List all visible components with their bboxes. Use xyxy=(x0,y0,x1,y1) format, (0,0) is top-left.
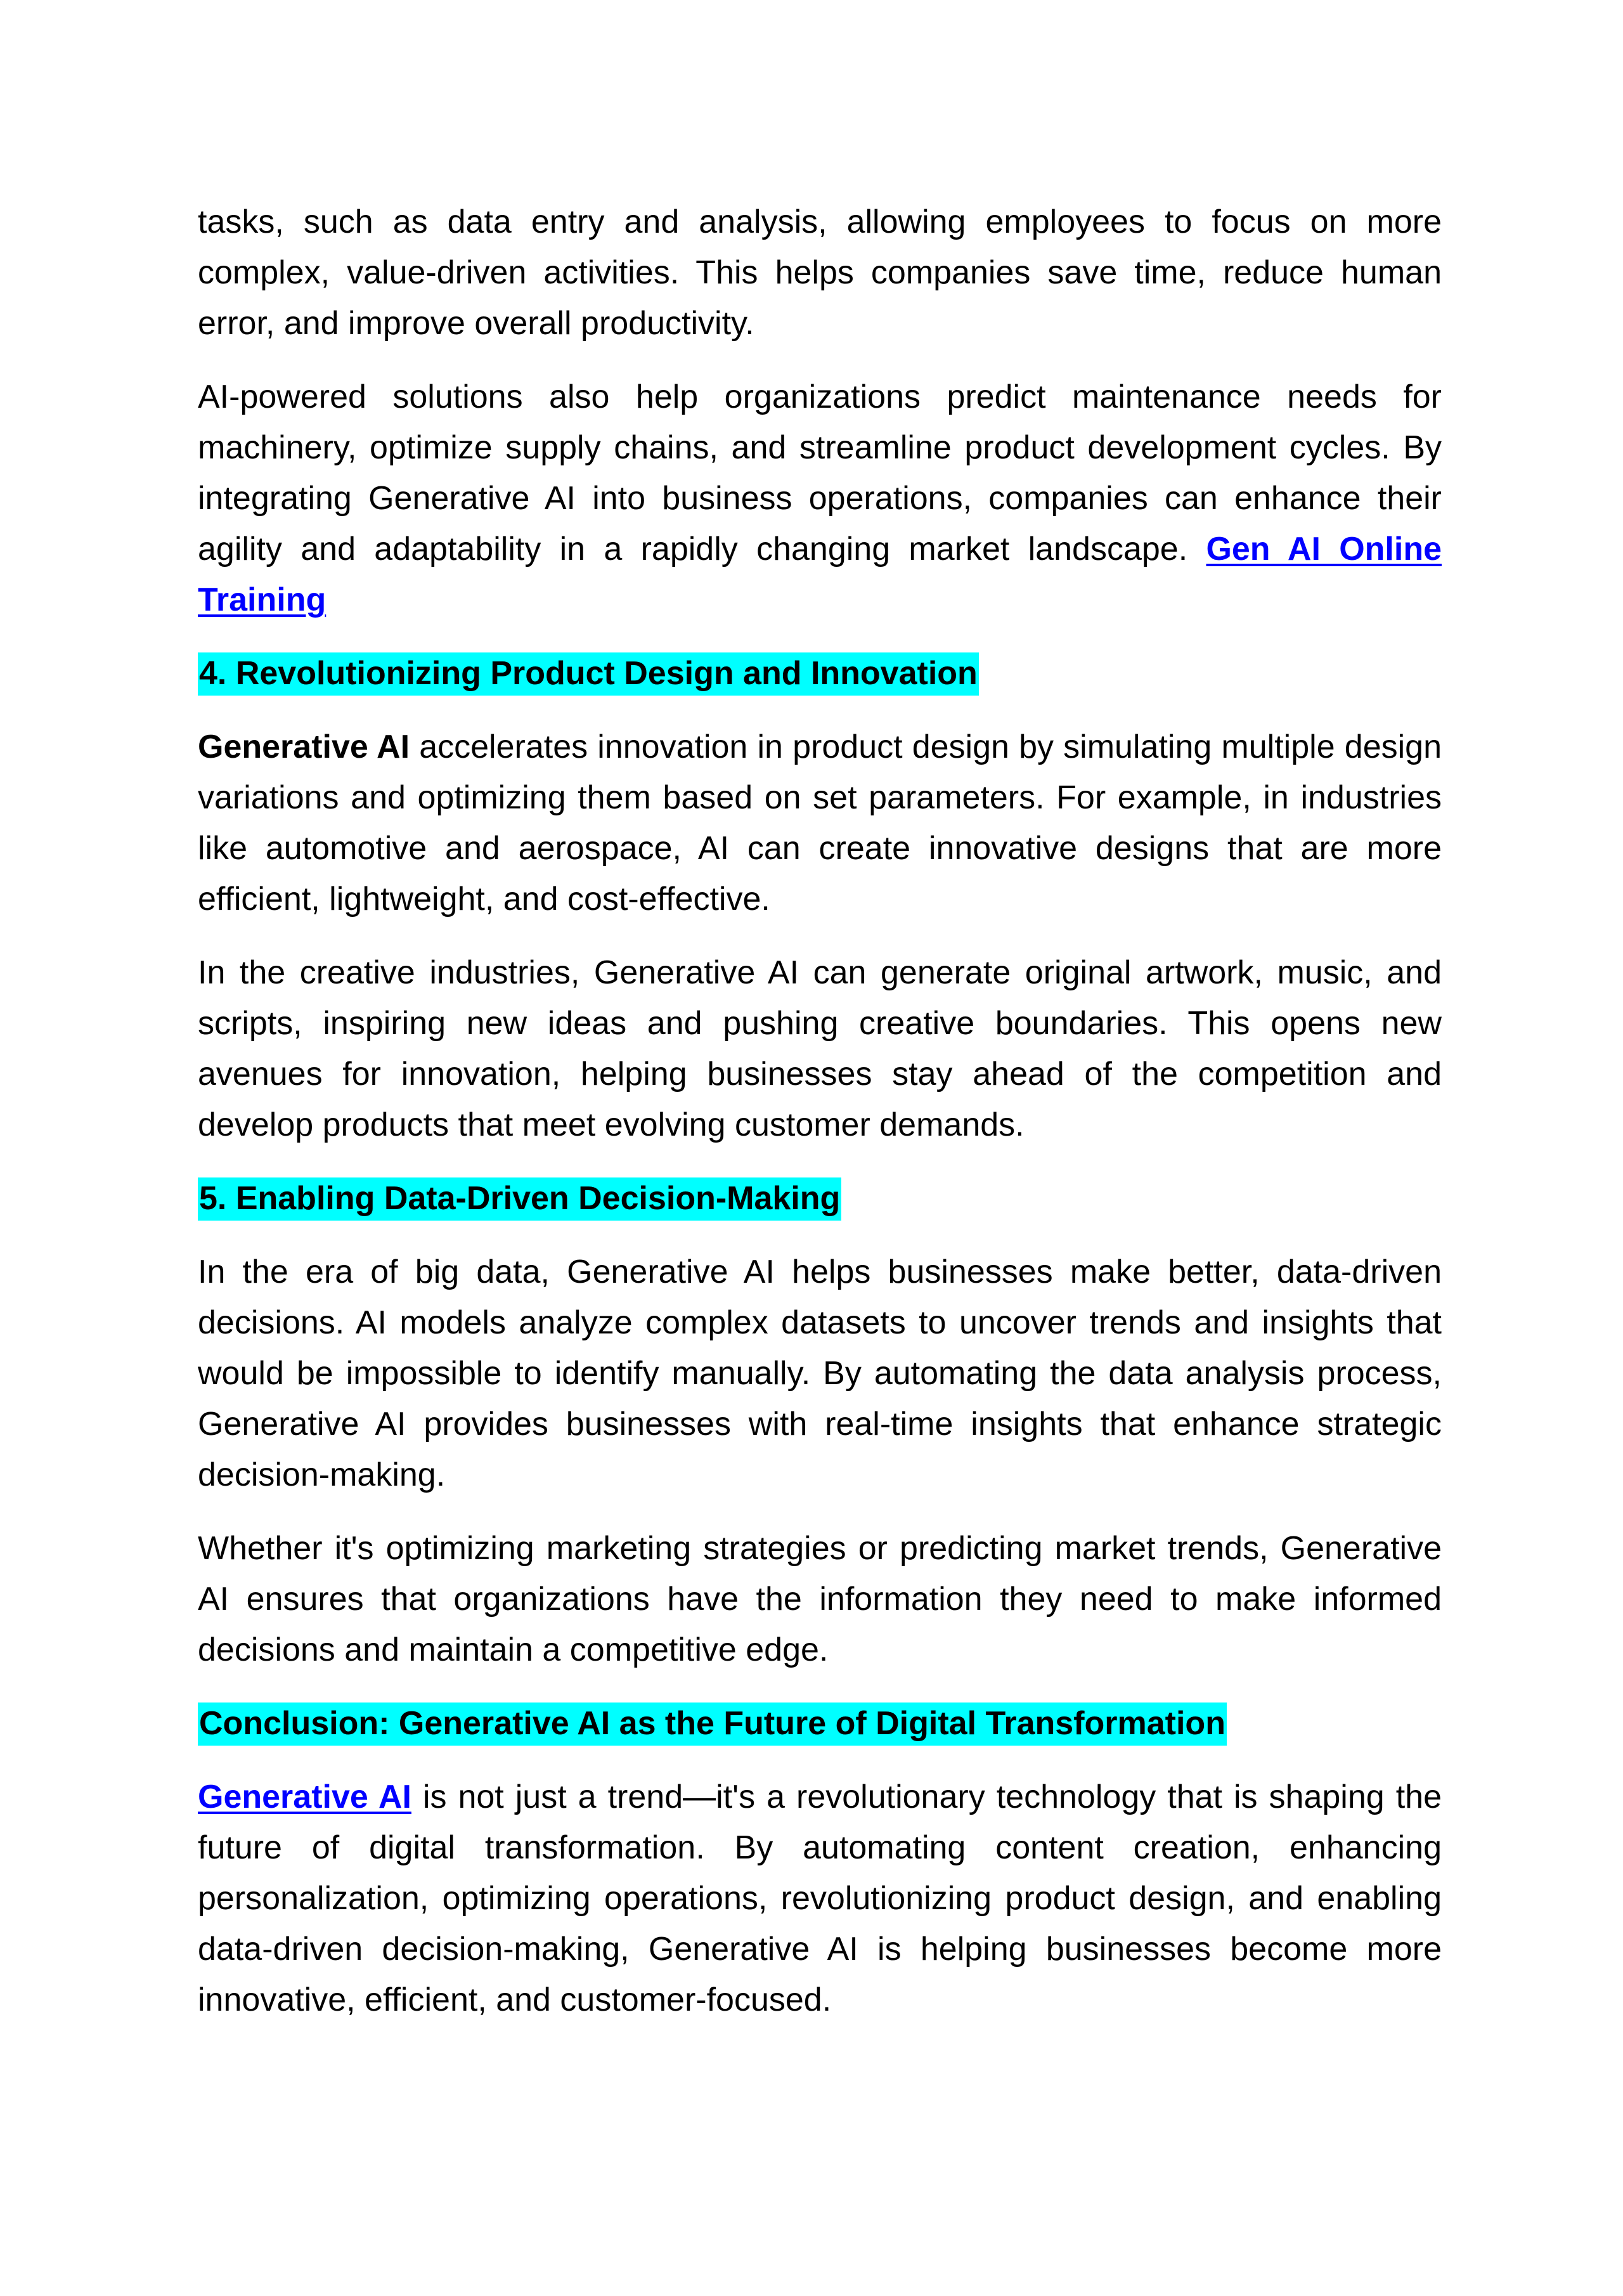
section-4-heading xyxy=(198,648,1442,699)
section-5-paragraph-1 xyxy=(198,1247,1442,1500)
paragraph-ai-solutions xyxy=(198,372,1442,625)
paragraph-text: accelerates innovation in product design by simulating multiple design variations and optimizing them based on set parameters. For example, in industries like automotive and aerospace, AI can create innovative designs that are more efficient, lightweight, and cost-effective. xyxy=(198,729,1442,918)
bold-term: Generative AI xyxy=(198,729,410,765)
section-4-paragraph-2 xyxy=(198,947,1442,1150)
conclusion-paragraph xyxy=(198,1772,1442,2025)
section-5-heading xyxy=(198,1173,1442,1224)
paragraph-text: is not just a trend—it's a revolutionary technology that is shaping the future of digital transformation. By automating content creation, enhancing personalization, optimizing operations, revolutionizing product design, and enabling data-driven decision-making, Generative AI is helping businesses become more innovative, efficient, and customer-focused. xyxy=(198,1779,1442,2018)
paragraph-text: Whether it's optimizing marketing strategies or predicting market trends, Generative AI ensures that organizations have the information they need to make informed decisions and maintain a competitive edge. xyxy=(198,1530,1442,1668)
paragraph-text: AI-powered solutions also help organizations predict maintenance needs for machinery, optimize supply chains, and streamline product development cycles. By integrating Generative AI into business operations, companies can enhance their agility and adaptability in a rapidly changing market landscape. xyxy=(198,379,1442,568)
paragraph-intro-continued xyxy=(198,197,1442,349)
conclusion-heading xyxy=(198,1698,1442,1749)
generative-ai-link[interactable]: Generative AI xyxy=(198,1779,411,1815)
document-page xyxy=(198,197,1442,2048)
section-5-paragraph-2 xyxy=(198,1523,1442,1675)
conclusion-heading-text: Conclusion: Generative AI as the Future of Digital Transformation xyxy=(198,1703,1227,1746)
section-4-heading-text: 4. Revolutionizing Product Design and Innovation xyxy=(198,652,979,696)
paragraph-text: In the era of big data, Generative AI helps businesses make better, data-driven decisions. AI models analyze complex datasets to uncover trends and insights that would be impossible to identify manually. By automating the data analysis process, Generative AI provides businesses with real-time insights that enhance strategic decision-making. xyxy=(198,1254,1442,1493)
paragraph-text: In the creative industries, Generative AI can generate original artwork, music, and scripts, inspiring new ideas and pushing creative boundaries. This opens new avenues for innovation, helping businesses stay ahead of the competition and develop products that meet evolving customer demands. xyxy=(198,954,1442,1143)
section-4-paragraph-1 xyxy=(198,722,1442,924)
section-5-heading-text: 5. Enabling Data-Driven Decision-Making xyxy=(198,1177,841,1221)
paragraph-text: tasks, such as data entry and analysis, allowing employees to focus on more complex, value-driven activities. This helps companies save time, reduce human error, and improve overall productivity. xyxy=(198,204,1442,342)
gen-ai-online-training-link[interactable]: Gen AI Online Training xyxy=(198,531,1442,618)
